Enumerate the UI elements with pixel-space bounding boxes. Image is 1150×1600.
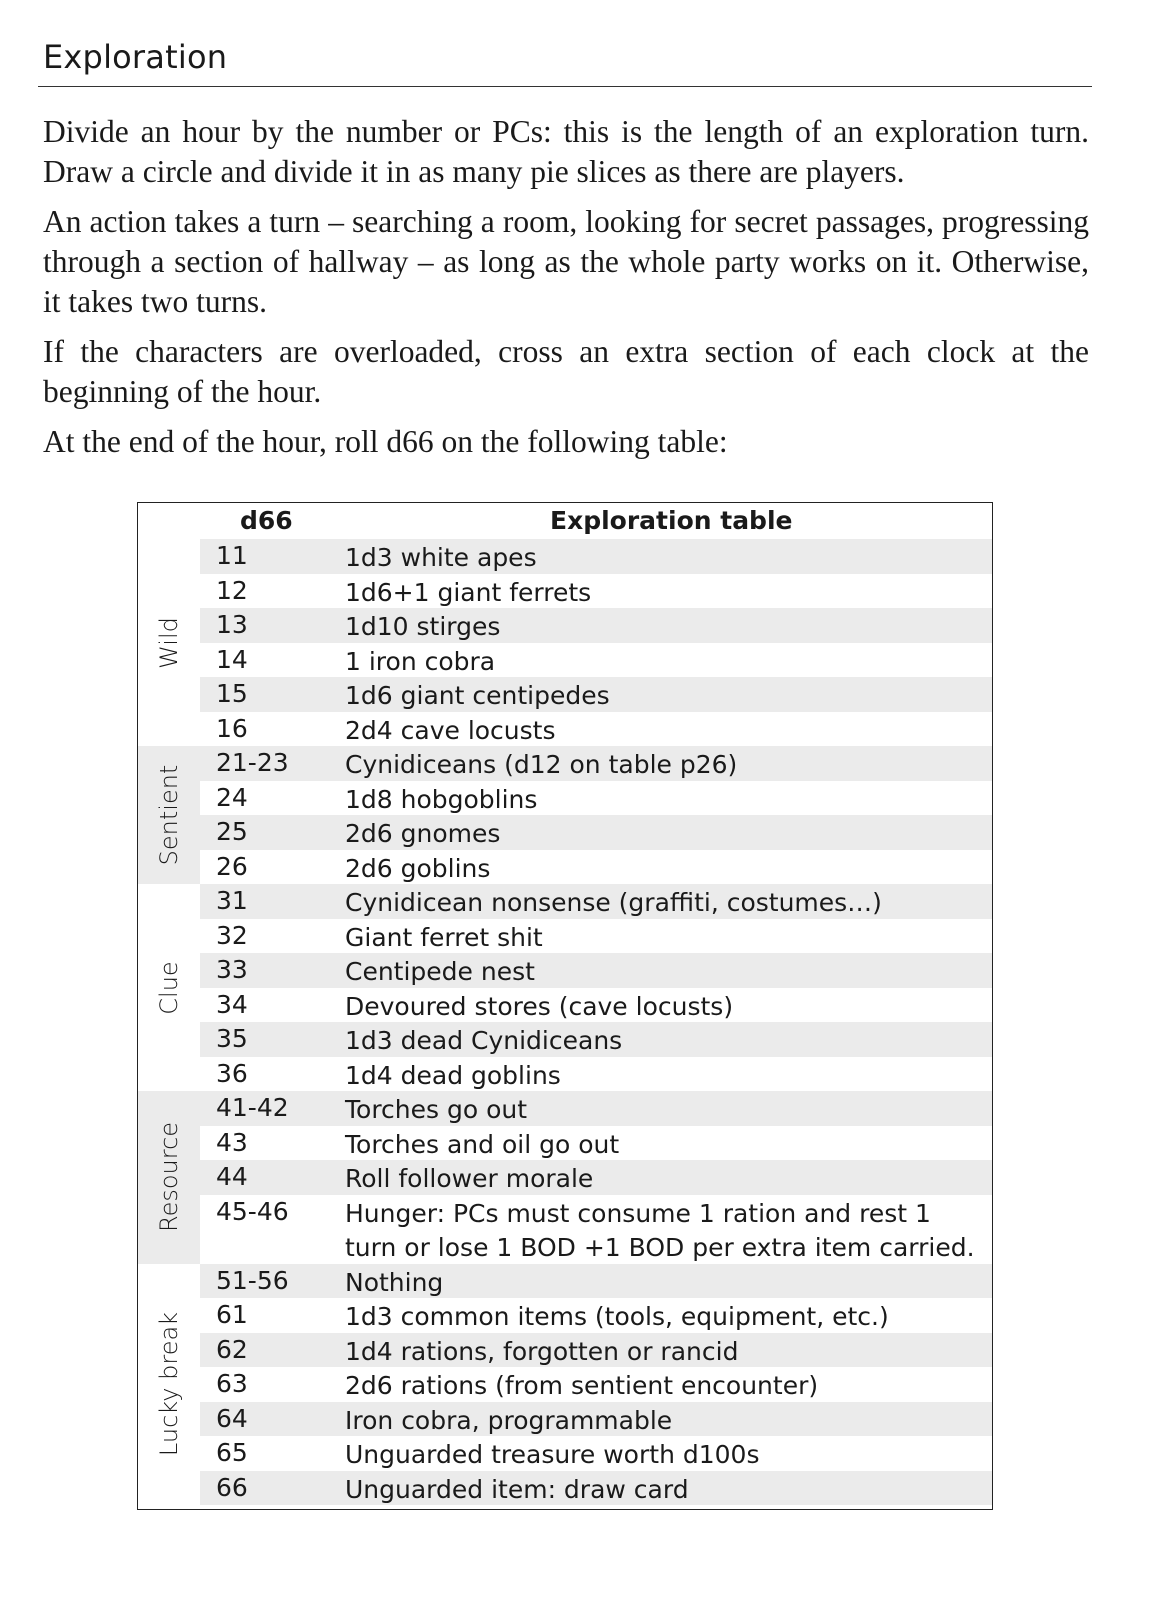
row-roll: 14 — [216, 644, 248, 674]
row-roll: 45-46 — [216, 1196, 289, 1226]
row-roll: 24 — [216, 782, 248, 812]
paragraph: Divide an hour by the number or PCs: this is the length of an exploration turn. Draw a circle and divide it in as many pie slices as there are players. — [43, 114, 1089, 189]
row-result: 2d6 rations (from sentient encounter) — [345, 1371, 819, 1400]
table-row — [200, 781, 992, 816]
row-result: Hunger: PCs must consume 1 ration and rest 1 turn or lose 1 BOD +1 BOD per extra item carried. — [345, 1198, 975, 1262]
table-group — [138, 1264, 992, 1506]
row-result: Devoured stores (cave locusts) — [345, 991, 734, 1021]
row-roll: 43 — [216, 1127, 248, 1157]
row-result: Torches and oil go out — [345, 1129, 620, 1159]
header-title: Exploration table — [550, 506, 793, 535]
table-group — [138, 746, 992, 884]
group-label — [138, 539, 200, 746]
row-roll: 16 — [216, 713, 248, 743]
row-roll: 35 — [216, 1024, 248, 1053]
row-result: Cynidicean nonsense (graffiti, costumes…) — [345, 888, 882, 917]
table-row — [200, 1264, 992, 1299]
row-roll: 44 — [216, 1162, 248, 1191]
row-result: Torches go out — [345, 1095, 528, 1124]
table-group — [138, 539, 992, 746]
table-row — [200, 746, 992, 781]
row-result: 2d6 gnomes — [345, 819, 501, 848]
row-result: 2d6 goblins — [345, 853, 491, 883]
row-result: Nothing — [345, 1267, 444, 1297]
paragraph: An action takes a turn – searching a room, looking for secret passages, progressing through a section of hallway – as long as the whole party works on it. Otherwise, it takes two turns. — [43, 204, 1089, 319]
header-d66: d66 — [240, 506, 293, 535]
group-label-text: Wild — [155, 616, 183, 669]
row-result: 1d4 dead goblins — [345, 1060, 561, 1090]
row-roll: 33 — [216, 955, 248, 984]
group-label-text: Sentient — [155, 764, 183, 866]
table-row — [200, 1298, 992, 1333]
table-group — [138, 1091, 992, 1264]
table-header — [138, 503, 992, 539]
table-row — [200, 1057, 992, 1092]
section-heading: Exploration — [43, 38, 228, 76]
table-row — [200, 1471, 992, 1506]
table-row — [200, 1195, 992, 1264]
row-roll: 21-23 — [216, 748, 289, 777]
row-roll: 11 — [216, 541, 248, 570]
table-row — [200, 643, 992, 678]
table-row — [200, 850, 992, 885]
table-row — [200, 919, 992, 954]
row-result: 1d6 giant centipedes — [345, 681, 610, 710]
row-roll: 63 — [216, 1369, 248, 1398]
group-label — [138, 884, 200, 1091]
row-roll: 12 — [216, 575, 248, 605]
row-roll: 36 — [216, 1058, 248, 1088]
row-result: 1d8 hobgoblins — [345, 784, 538, 814]
row-result: Giant ferret shit — [345, 922, 543, 952]
row-roll: 15 — [216, 679, 248, 708]
table-row — [200, 712, 992, 747]
table-row — [200, 884, 992, 919]
row-roll: 13 — [216, 610, 248, 639]
row-result: Unguarded treasure worth d100s — [345, 1440, 760, 1469]
row-roll: 31 — [216, 886, 248, 915]
row-roll: 34 — [216, 989, 248, 1019]
table-row — [200, 1333, 992, 1368]
table-row — [200, 953, 992, 988]
row-roll: 41-42 — [216, 1093, 289, 1122]
body-text — [43, 112, 1089, 472]
table-row — [200, 677, 992, 712]
row-roll: 62 — [216, 1334, 248, 1364]
paragraph: If the characters are overloaded, cross an extra section of each clock at the beginning of the hour. — [43, 334, 1089, 409]
row-result: Roll follower morale — [345, 1164, 594, 1193]
row-result: Cynidiceans (d12 on table p26) — [345, 750, 738, 779]
table-row — [200, 988, 992, 1023]
row-roll: 66 — [216, 1472, 248, 1502]
table-row — [200, 1022, 992, 1057]
row-result: 1 iron cobra — [345, 646, 496, 676]
row-result: Centipede nest — [345, 957, 535, 986]
row-result: Iron cobra, programmable — [345, 1405, 673, 1435]
table-group — [138, 884, 992, 1091]
table-row — [200, 1367, 992, 1402]
table-row — [200, 1091, 992, 1126]
heading-rule — [38, 86, 1092, 87]
row-result: 1d10 stirges — [345, 612, 501, 641]
group-label — [138, 1091, 200, 1264]
table-row — [200, 1126, 992, 1161]
row-roll: 26 — [216, 851, 248, 881]
table-row — [200, 1402, 992, 1437]
group-label-text: Clue — [155, 960, 183, 1015]
row-result: 1d6+1 giant ferrets — [345, 577, 592, 607]
row-result: 2d4 cave locusts — [345, 715, 556, 745]
group-label — [138, 746, 200, 884]
row-roll: 61 — [216, 1300, 248, 1329]
exploration-table — [137, 502, 993, 1510]
row-roll: 51-56 — [216, 1265, 289, 1295]
table-row — [200, 608, 992, 643]
row-roll: 65 — [216, 1438, 248, 1467]
group-label-text: Lucky break — [155, 1312, 183, 1457]
paragraph: At the end of the hour, roll d66 on the following table: — [43, 424, 728, 459]
table-row — [200, 574, 992, 609]
group-label — [138, 1264, 200, 1506]
row-result: 1d3 white apes — [345, 543, 537, 572]
row-result: Unguarded item: draw card — [345, 1474, 689, 1504]
row-roll: 64 — [216, 1403, 248, 1433]
table-row — [200, 1160, 992, 1195]
row-result: 1d3 dead Cynidiceans — [345, 1026, 623, 1055]
table-row — [200, 1436, 992, 1471]
row-roll: 25 — [216, 817, 248, 846]
table-row — [200, 539, 992, 574]
table-row — [200, 815, 992, 850]
row-roll: 32 — [216, 920, 248, 950]
row-result: 1d4 rations, forgotten or rancid — [345, 1336, 739, 1366]
row-result: 1d3 common items (tools, equipment, etc.) — [345, 1302, 889, 1331]
group-label-text: Resource — [155, 1122, 183, 1233]
